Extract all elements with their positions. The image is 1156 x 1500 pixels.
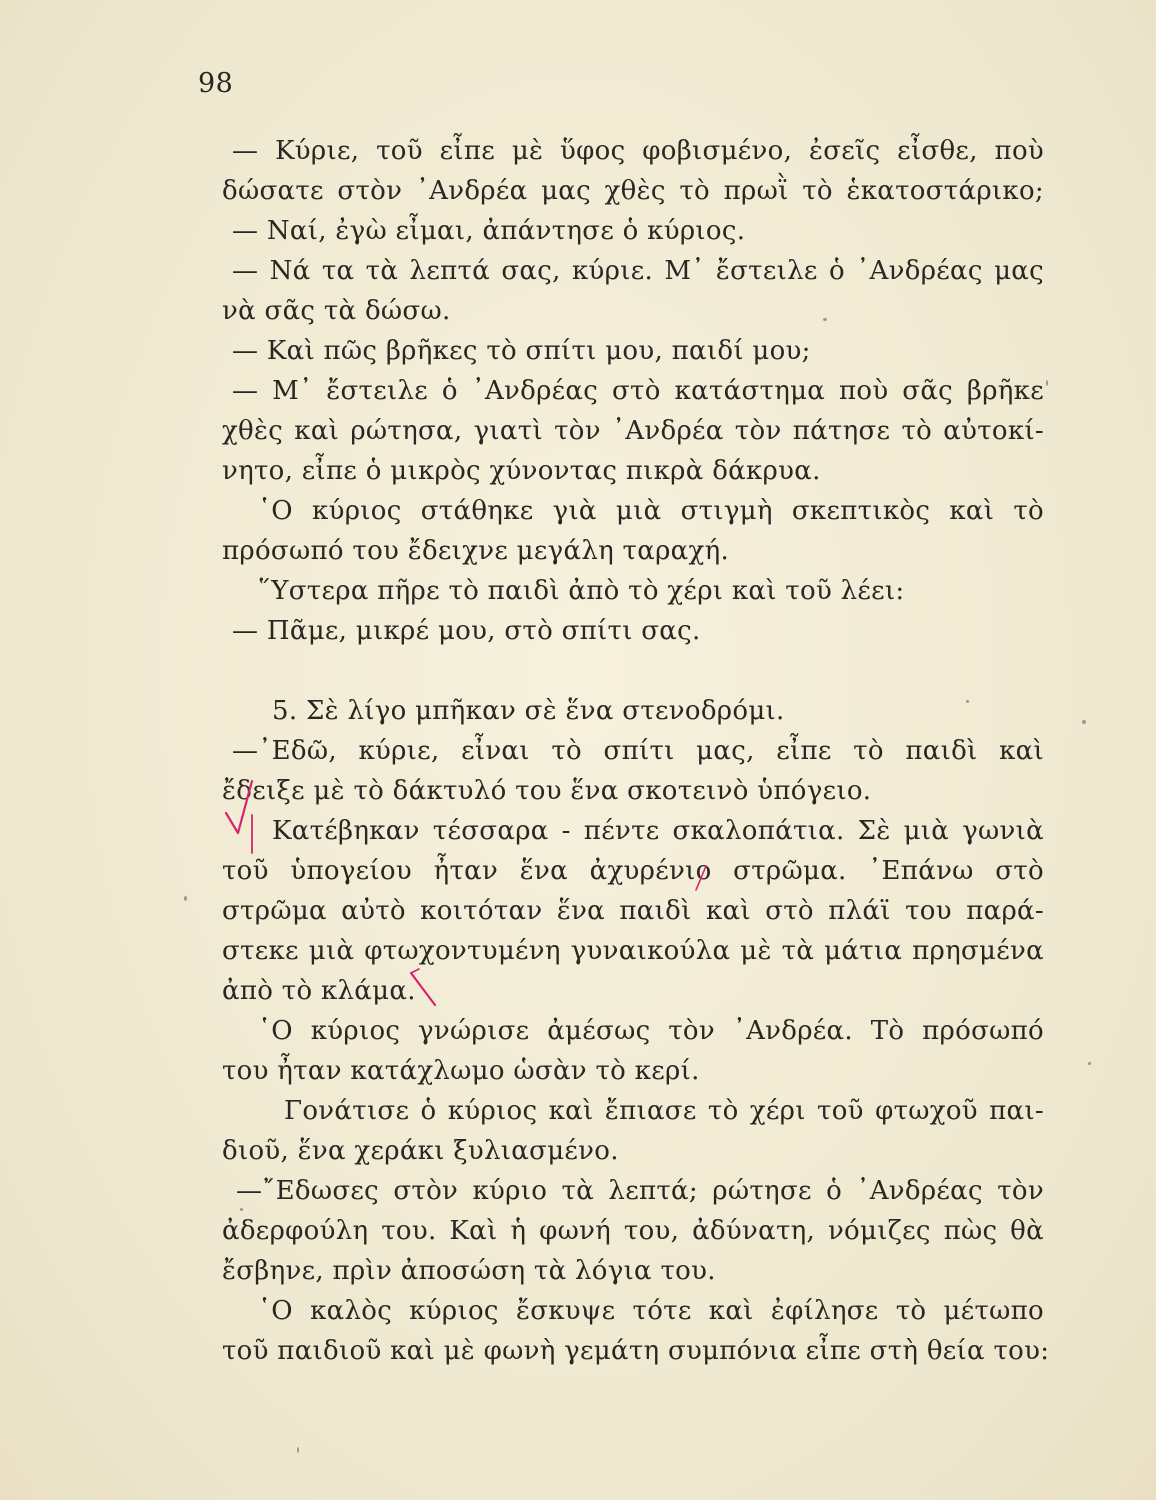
text-line: — Νά τα τὰ λεπτά σας, κύριε. Μ᾿ ἔστειλε ὁ ᾿Ανδρέας μας bbox=[232, 256, 1044, 286]
text-line: ἔδειξε μὲ τὸ δάκτυλό του ἕνα σκοτεινὸ ὑπόγειο. bbox=[222, 776, 872, 806]
text-line: στεκε μιὰ φτωχοντυμένη γυναικούλα μὲ τὰ μάτια πρησμένα bbox=[222, 936, 1044, 966]
dust-speck bbox=[240, 1208, 243, 1211]
text-line: —᾿Εδῶ, κύριε, εἶναι τὸ σπίτι μας, εἶπε τὸ παιδὶ καὶ bbox=[232, 736, 1044, 766]
dust-speck bbox=[1088, 1062, 1091, 1065]
text-line: στρῶμα αὐτὸ κοιτόταν ἕνα παιδὶ καὶ στὸ πλάϊ του παρά- bbox=[222, 896, 1044, 926]
text-line: —῎Εδωσες στὸν κύριο τὰ λεπτά; ρώτησε ὁ ᾿Ανδρέας τὸν bbox=[236, 1176, 1044, 1206]
text-line: ῾Ο καλὸς κύριος ἔσκυψε τότε καὶ ἐφίλησε τὸ μέτωπο bbox=[258, 1296, 1044, 1326]
section-heading-line: 5. Σὲ λίγο μπῆκαν σὲ ἕνα στενοδρόμι. bbox=[272, 696, 785, 726]
text-line: δώσατε στὸν ᾿Ανδρέα μας χθὲς τὸ πρωῒ τὸ ἑκατοστάρικο; bbox=[222, 176, 1044, 206]
text-line: ἀπὸ τὸ κλάμα. bbox=[222, 976, 416, 1006]
dust-speck bbox=[184, 896, 187, 901]
text-line: ἀδερφούλη του. Καὶ ἡ φωνή του, ἀδύνατη, νόμιζες πὼς θὰ bbox=[222, 1216, 1044, 1246]
dust-speck bbox=[823, 318, 827, 321]
text-line: Κατέβηκαν τέσσαρα - πέντε σκαλοπάτια. Σὲ μιὰ γωνιὰ bbox=[272, 816, 1044, 846]
text-line: — Καὶ πῶς βρῆκες τὸ σπίτι μου, παιδί μου; bbox=[232, 336, 811, 366]
text-line: τοῦ ὑπογείου ἦταν ἕνα ἀχυρένιο στρῶμα. ᾿Επάνω στὸ bbox=[222, 856, 1044, 886]
text-line: του ἦταν κατάχλωμο ὡσὰν τὸ κερί. bbox=[222, 1056, 700, 1086]
text-line: — Κύριε, τοῦ εἶπε μὲ ὕφος φοβισμένο, ἐσεῖς εἶσθε, ποὺ bbox=[232, 136, 1044, 166]
text-line: ῞Υστερα πῆρε τὸ παιδὶ ἀπὸ τὸ χέρι καὶ τοῦ λέει: bbox=[258, 576, 905, 606]
text-line: — Μ᾿ ἔστειλε ὁ ᾿Ανδρέας στὸ κατάστημα ποὺ σᾶς βρῆκε bbox=[232, 376, 1044, 406]
dust-speck bbox=[1046, 380, 1048, 386]
text-line: — Ναί, ἐγὼ εἶμαι, ἀπάντησε ὁ κύριος. bbox=[232, 216, 746, 246]
text-line: ἔσβηνε, πρὶν ἀποσώση τὰ λόγια του. bbox=[222, 1256, 716, 1286]
handwritten-stroke-icon bbox=[405, 965, 445, 1015]
text-line: νητο, εἶπε ὁ μικρὸς χύνοντας πικρὰ δάκρυα. bbox=[222, 456, 821, 486]
dust-speck bbox=[297, 1447, 299, 1453]
text-line: ῾Ο κύριος γνώρισε ἀμέσως τὸν ᾿Ανδρέα. Τὸ πρόσωπό bbox=[258, 1016, 1044, 1046]
text-line: νὰ σᾶς τὰ δώσω. bbox=[222, 296, 451, 326]
text-line: χθὲς καὶ ρώτησα, γιατὶ τὸν ᾿Ανδρέα τὸν πάτησε τὸ αὐτοκί- bbox=[222, 416, 1044, 446]
dust-speck bbox=[966, 700, 969, 703]
text-line: Γονάτισε ὁ κύριος καὶ ἔπιασε τὸ χέρι τοῦ φτωχοῦ παι- bbox=[284, 1096, 1044, 1126]
text-line: πρόσωπό του ἔδειχνε μεγάλη ταραχή. bbox=[222, 536, 730, 566]
text-line: ῾Ο κύριος στάθηκε γιὰ μιὰ στιγμὴ σκεπτικὸς καὶ τὸ bbox=[258, 496, 1044, 526]
handwritten-tick-icon bbox=[692, 860, 712, 896]
page-number: 98 bbox=[198, 68, 234, 99]
text-line: τοῦ παιδιοῦ καὶ μὲ φωνὴ γεμάτη συμπόνια εἶπε στὴ θεία του: bbox=[222, 1336, 1050, 1366]
handwritten-check-mark-icon bbox=[222, 775, 282, 865]
text-line: — Πᾶμε, μικρέ μου, στὸ σπίτι σας. bbox=[232, 616, 701, 646]
dust-speck bbox=[1082, 720, 1086, 724]
text-line: διοῦ, ἕνα χεράκι ξυλιασμένο. bbox=[222, 1136, 619, 1166]
